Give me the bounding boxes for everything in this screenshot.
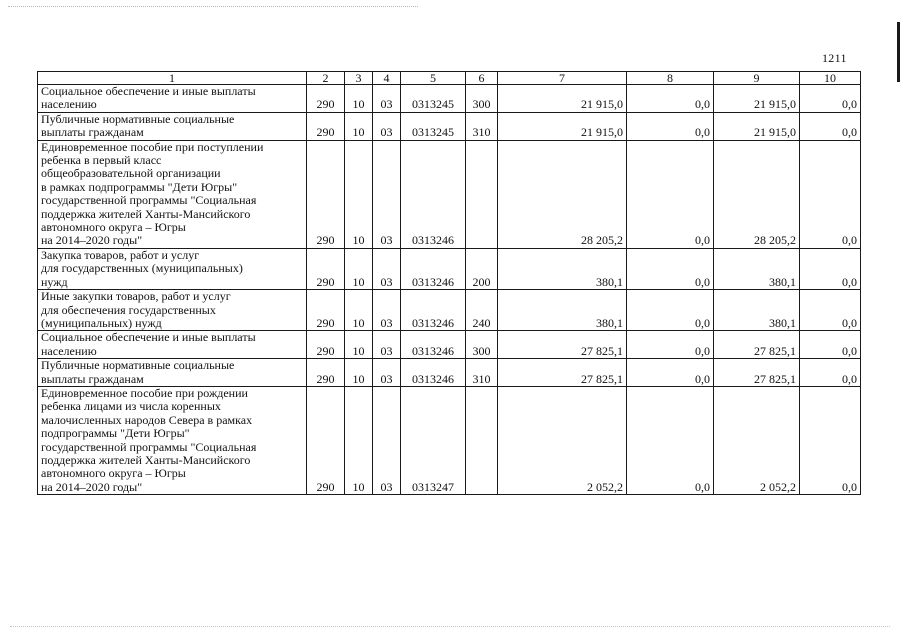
cell-col-4: 03 xyxy=(373,331,401,359)
cell-col-2: 290 xyxy=(307,140,345,248)
cell-col-5: 0313246 xyxy=(401,290,466,331)
cell-col-5: 0313245 xyxy=(401,112,466,140)
cell-col-6 xyxy=(466,386,498,494)
cell-col-9: 380,1 xyxy=(714,290,800,331)
cell-col-3: 10 xyxy=(345,290,373,331)
row-name-cell: Единовременное пособие при рождении ребенка лицами из числа коренных малочисленных народов Севера в рамках подпрограммы "Дети Югры" государственной программы "Социальная поддержка жителей Ханты-Мансийского автономного округа – Югры на 2014–2020 годы" xyxy=(38,386,307,494)
cell-col-10: 0,0 xyxy=(800,386,861,494)
cell-col-4: 03 xyxy=(373,386,401,494)
cell-col-4: 03 xyxy=(373,85,401,113)
column-header: 10 xyxy=(800,72,861,85)
column-header: 9 xyxy=(714,72,800,85)
cell-col-5: 0313246 xyxy=(401,140,466,248)
cell-col-3: 10 xyxy=(345,112,373,140)
cell-col-6: 310 xyxy=(466,112,498,140)
cell-col-3: 10 xyxy=(345,386,373,494)
row-name-cell: Публичные нормативные социальные выплаты гражданам xyxy=(38,112,307,140)
row-name-cell: Социальное обеспечение и иные выплаты населению xyxy=(38,331,307,359)
cell-col-3: 10 xyxy=(345,85,373,113)
cell-col-3: 10 xyxy=(345,140,373,248)
column-header: 3 xyxy=(345,72,373,85)
cell-col-10: 0,0 xyxy=(800,290,861,331)
cell-col-9: 27 825,1 xyxy=(714,331,800,359)
cell-col-4: 03 xyxy=(373,112,401,140)
cell-col-7: 21 915,0 xyxy=(498,112,627,140)
cell-col-7: 28 205,2 xyxy=(498,140,627,248)
budget-table xyxy=(37,71,861,495)
cell-col-3: 10 xyxy=(345,248,373,289)
cell-col-6 xyxy=(466,140,498,248)
cell-col-4: 03 xyxy=(373,248,401,289)
cell-col-10: 0,0 xyxy=(800,359,861,387)
column-header: 4 xyxy=(373,72,401,85)
cell-col-8: 0,0 xyxy=(627,85,714,113)
table-row xyxy=(38,386,861,494)
cell-col-6: 240 xyxy=(466,290,498,331)
row-name-cell: Закупка товаров, работ и услуг для государственных (муниципальных) нужд xyxy=(38,248,307,289)
cell-col-5: 0313245 xyxy=(401,85,466,113)
cell-col-9: 28 205,2 xyxy=(714,140,800,248)
cell-col-2: 290 xyxy=(307,85,345,113)
cell-col-9: 27 825,1 xyxy=(714,359,800,387)
cell-col-2: 290 xyxy=(307,248,345,289)
row-name-cell: Публичные нормативные социальные выплаты гражданам xyxy=(38,359,307,387)
cell-col-3: 10 xyxy=(345,331,373,359)
column-header: 7 xyxy=(498,72,627,85)
cell-col-4: 03 xyxy=(373,290,401,331)
cell-col-8: 0,0 xyxy=(627,140,714,248)
table-row xyxy=(38,85,861,113)
table-body xyxy=(38,72,861,495)
cell-col-7: 27 825,1 xyxy=(498,359,627,387)
table-row xyxy=(38,290,861,331)
page-number: 1211 xyxy=(822,51,847,65)
cell-col-8: 0,0 xyxy=(627,112,714,140)
cell-col-8: 0,0 xyxy=(627,386,714,494)
cell-col-8: 0,0 xyxy=(627,290,714,331)
column-header: 5 xyxy=(401,72,466,85)
cell-col-5: 0313246 xyxy=(401,331,466,359)
cell-col-4: 03 xyxy=(373,140,401,248)
cell-col-3: 10 xyxy=(345,359,373,387)
cell-col-8: 0,0 xyxy=(627,359,714,387)
cell-col-2: 290 xyxy=(307,112,345,140)
row-name-cell: Социальное обеспечение и иные выплаты населению xyxy=(38,85,307,113)
table-row xyxy=(38,248,861,289)
cell-col-5: 0313246 xyxy=(401,248,466,289)
cell-col-7: 380,1 xyxy=(498,290,627,331)
cell-col-2: 290 xyxy=(307,331,345,359)
cell-col-7: 27 825,1 xyxy=(498,331,627,359)
cell-col-9: 380,1 xyxy=(714,248,800,289)
column-number-row xyxy=(38,72,861,85)
cell-col-7: 2 052,2 xyxy=(498,386,627,494)
cell-col-8: 0,0 xyxy=(627,331,714,359)
column-header: 8 xyxy=(627,72,714,85)
cell-col-9: 21 915,0 xyxy=(714,112,800,140)
row-name-cell: Единовременное пособие при поступлении ребенка в первый класс общеобразовательной организации в рамках подпрограммы "Дети Югры" государственной программы "Социальная поддержка жителей Ханты-Мансийского автономного округа – Югры на 2014–2020 годы" xyxy=(38,140,307,248)
column-header: 6 xyxy=(466,72,498,85)
cell-col-2: 290 xyxy=(307,359,345,387)
cell-col-8: 0,0 xyxy=(627,248,714,289)
scan-artifact-bottom xyxy=(10,626,890,627)
table-row xyxy=(38,140,861,248)
cell-col-6: 310 xyxy=(466,359,498,387)
cell-col-4: 03 xyxy=(373,359,401,387)
column-header: 2 xyxy=(307,72,345,85)
cell-col-9: 21 915,0 xyxy=(714,85,800,113)
table-row xyxy=(38,359,861,387)
cell-col-2: 290 xyxy=(307,386,345,494)
cell-col-7: 380,1 xyxy=(498,248,627,289)
cell-col-5: 0313246 xyxy=(401,359,466,387)
cell-col-10: 0,0 xyxy=(800,331,861,359)
cell-col-10: 0,0 xyxy=(800,85,861,113)
table-row xyxy=(38,331,861,359)
row-name-cell: Иные закупки товаров, работ и услуг для обеспечения государственных (муниципальных) нужд xyxy=(38,290,307,331)
cell-col-10: 0,0 xyxy=(800,248,861,289)
scan-artifact-top xyxy=(8,6,418,7)
column-header: 1 xyxy=(38,72,307,85)
cell-col-6: 300 xyxy=(466,331,498,359)
cell-col-10: 0,0 xyxy=(800,112,861,140)
cell-col-6: 300 xyxy=(466,85,498,113)
cell-col-9: 2 052,2 xyxy=(714,386,800,494)
cell-col-6: 200 xyxy=(466,248,498,289)
cell-col-5: 0313247 xyxy=(401,386,466,494)
table-row xyxy=(38,112,861,140)
scan-edge-mark xyxy=(897,22,900,82)
cell-col-2: 290 xyxy=(307,290,345,331)
cell-col-7: 21 915,0 xyxy=(498,85,627,113)
cell-col-10: 0,0 xyxy=(800,140,861,248)
